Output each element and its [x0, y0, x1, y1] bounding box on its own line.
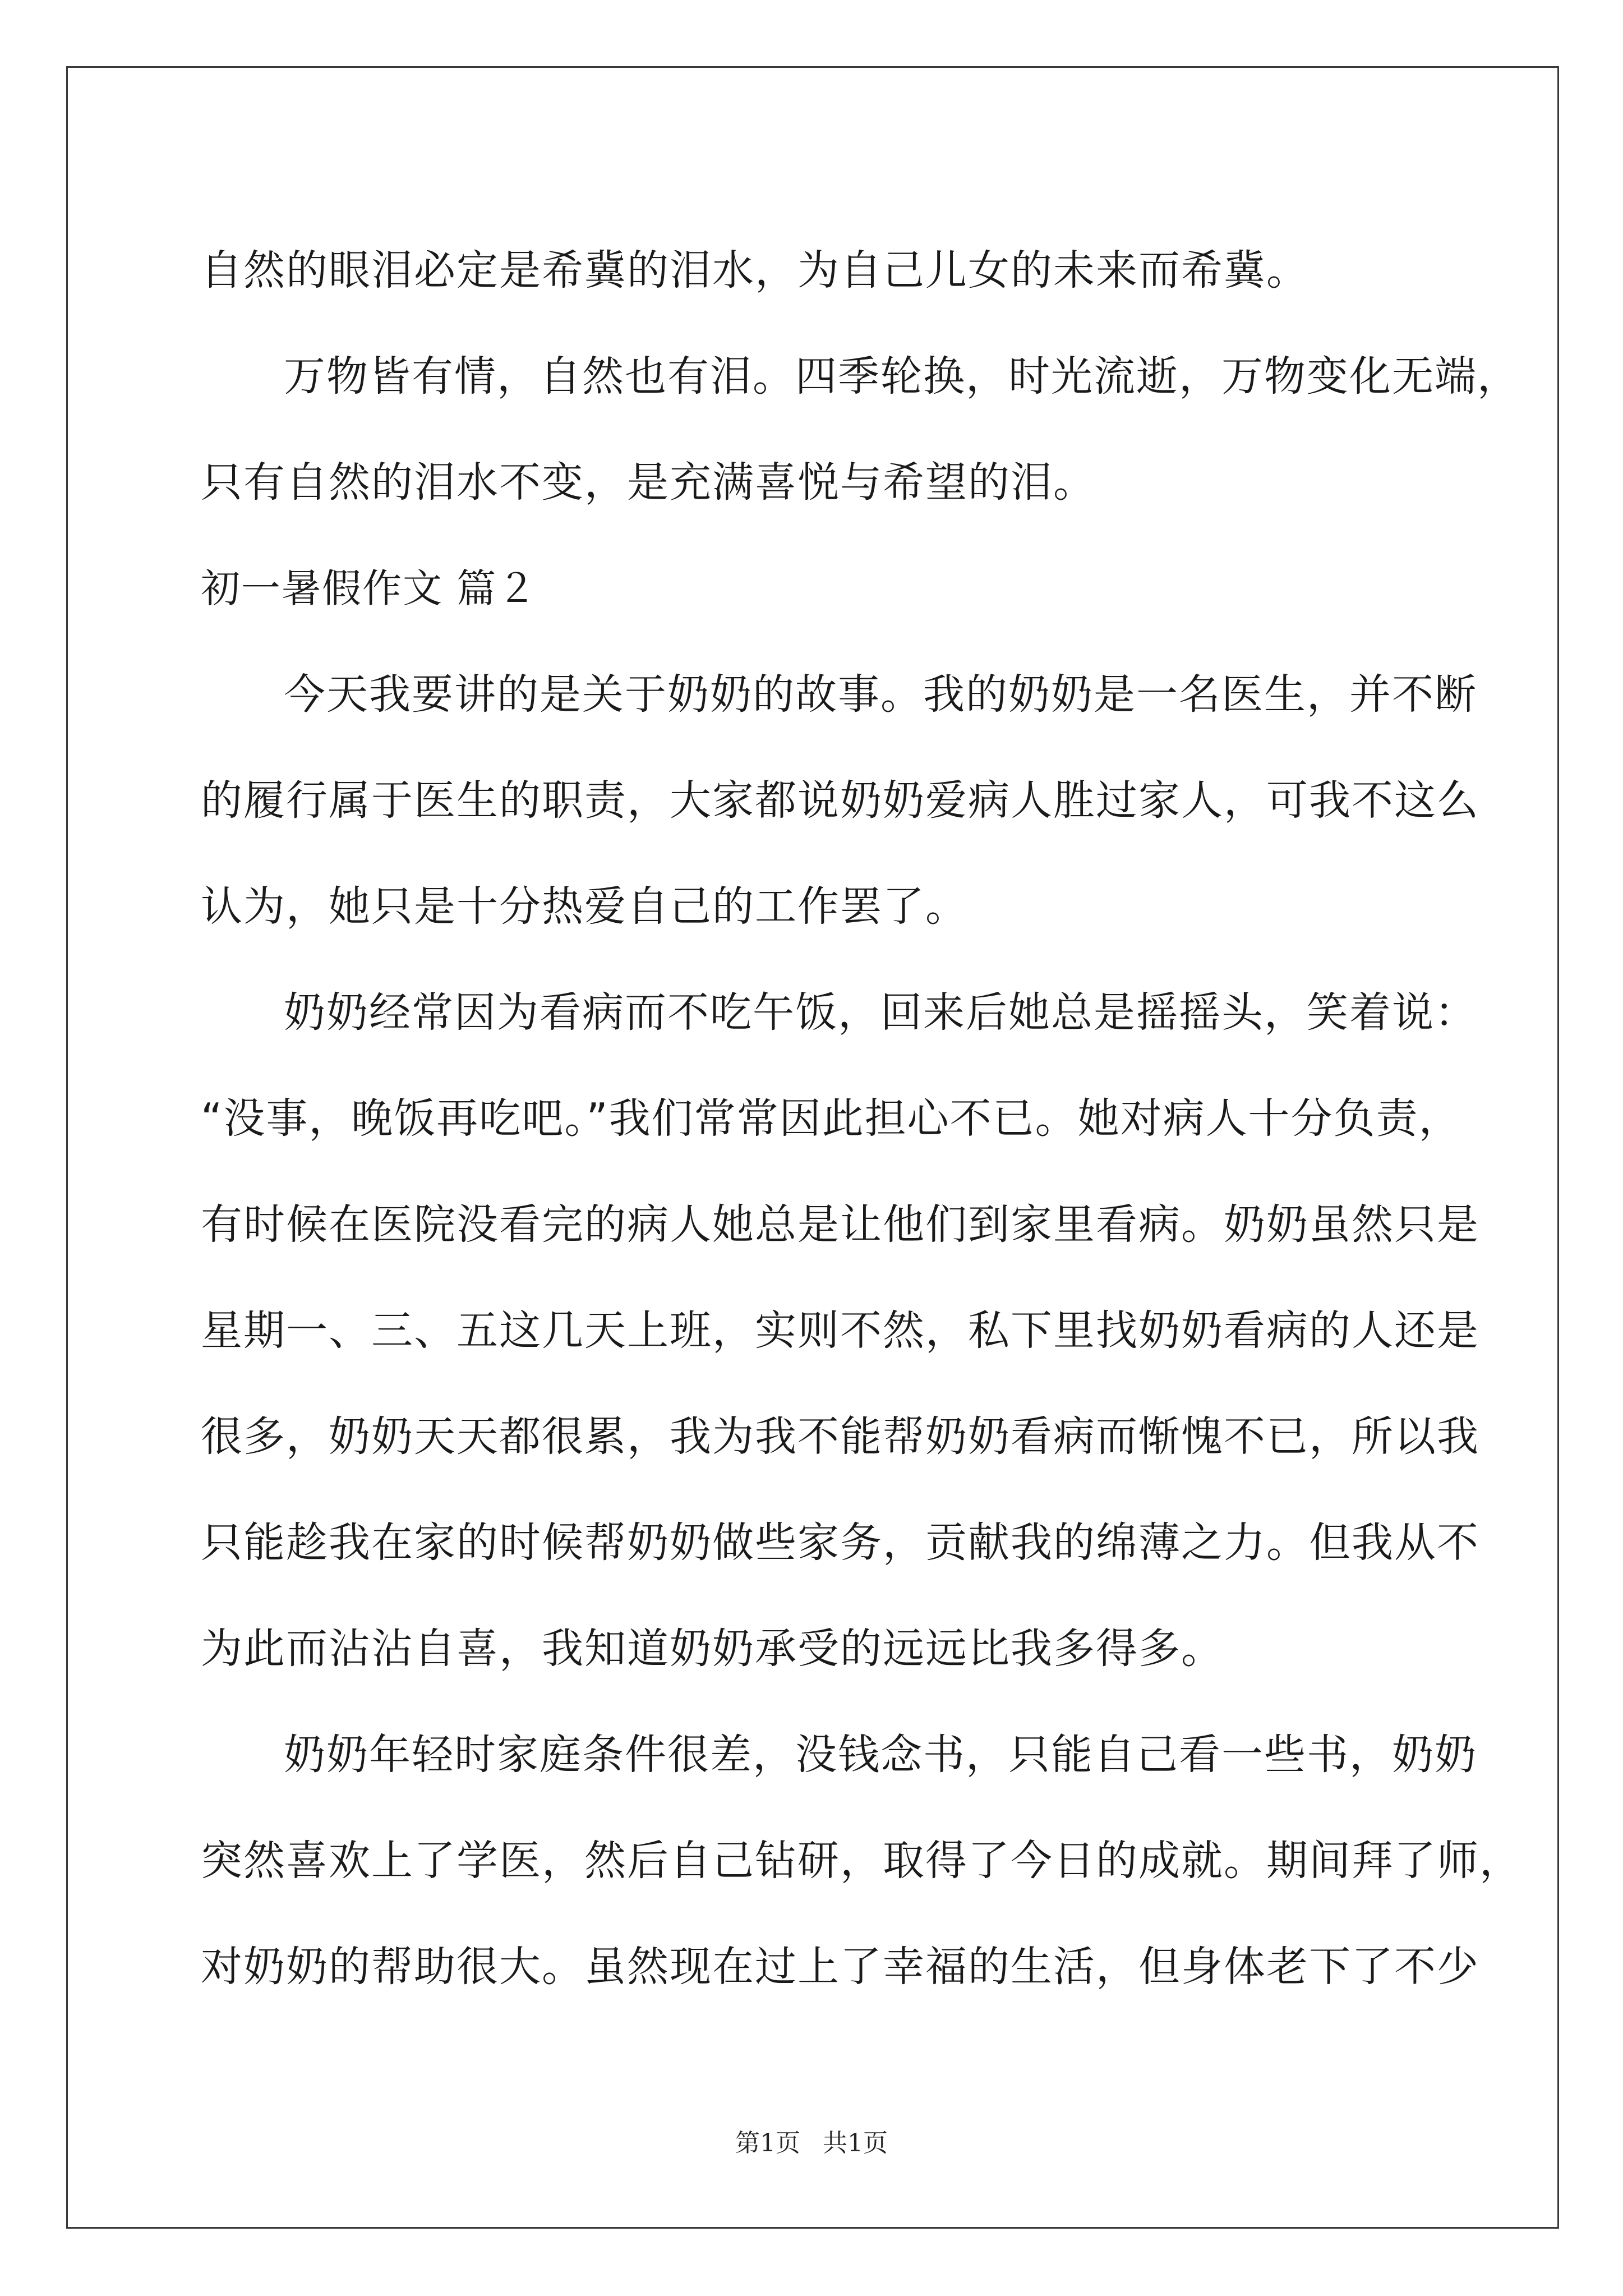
text-line: 奶奶年轻时家庭条件很差，没钱念书，只能自己看一些书，奶奶 [284, 1731, 1477, 1779]
page-number-current: 第1页 [735, 2129, 800, 2157]
text-line: 对奶奶的帮助很大。虽然现在过上了幸福的生活，但身体老下了不少 [201, 1943, 1479, 1991]
text-line: 突然喜欢上了学医，然后自己钻研，取得了今日的成就。期间拜了师， [201, 1837, 1522, 1885]
page-footer [0, 2123, 1623, 2159]
text-line: 奶奶经常因为看病而不吃午饭，回来后她总是摇摇头，笑着说： [284, 988, 1477, 1037]
text-line: 自然的眼泪必定是希冀的泪水，为自己儿女的未来而希冀。 [201, 246, 1309, 295]
text-line: 很多，奶奶天天都很累，我为我不能帮奶奶看病而惭愧不已，所以我 [201, 1412, 1479, 1461]
text-line: 只有自然的泪水不变，是充满喜悦与希望的泪。 [201, 458, 1096, 507]
text-line: “没事，晚饭再吃吧。”我们常常因此担心不已。她对病人十分负责， [201, 1094, 1461, 1143]
section-heading: 初一暑假作文 篇２ [201, 565, 538, 611]
text-line: 只能趁我在家的时候帮奶奶做些家务，贡献我的绵薄之力。但我从不 [201, 1519, 1479, 1567]
text-line: 的履行属于医生的职责，大家都说奶奶爱病人胜过家人，可我不这么 [201, 776, 1479, 825]
document-body [201, 218, 1522, 2020]
text-line: 认为，她只是十分热爱自己的工作罢了。 [201, 882, 968, 931]
text-line: 为此而沾沾自喜，我知道奶奶承受的远远比我多得多。 [201, 1625, 1224, 1673]
text-line: 万物皆有情，自然也有泪。四季轮换，时光流逝，万物变化无端， [284, 352, 1520, 401]
text-line: 今天我要讲的是关于奶奶的故事。我的奶奶是一名医生，并不断 [284, 670, 1477, 719]
page-number-total: 共1页 [823, 2129, 888, 2157]
text-line: 有时候在医院没看完的病人她总是让他们到家里看病。奶奶虽然只是 [201, 1200, 1479, 1249]
text-line: 星期一、三、五这几天上班，实则不然，私下里找奶奶看病的人还是 [201, 1306, 1479, 1355]
